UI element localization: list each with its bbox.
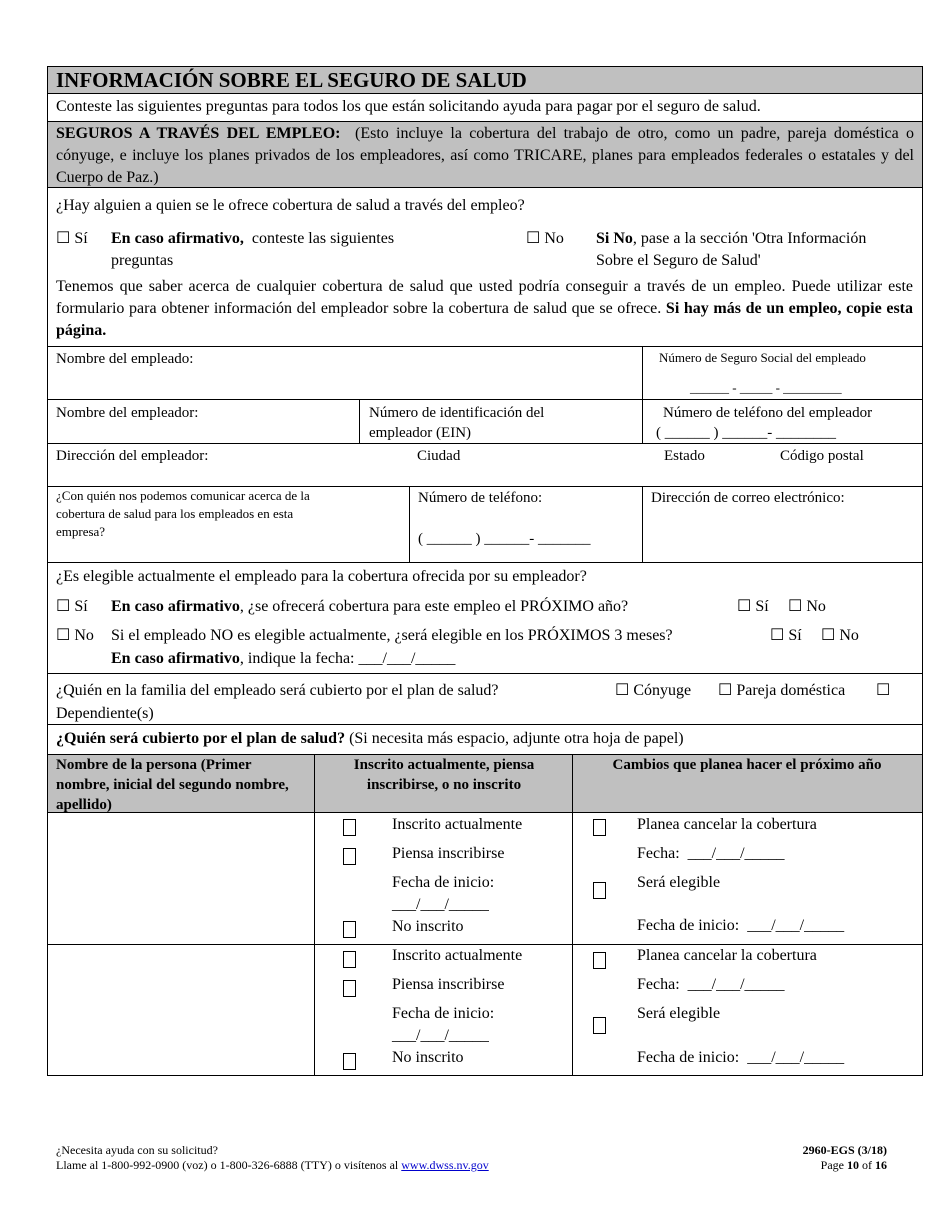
state-label: Estado [664,448,705,464]
row2-enrolled-checkbox[interactable] [343,951,356,968]
contact-label-3: empresa? [56,524,106,539]
row2-cancel-label: Planea cancelar la cobertura [637,947,817,964]
q1-no-bold: Si No [596,230,633,247]
row2-eligible-start-label: Fecha de inicio: [637,1049,740,1066]
row1-eligible-date [637,915,844,937]
q1-yes-checkbox[interactable]: ☐ Sí [56,230,88,247]
q3-dependents-checkbox[interactable]: ☐ [876,682,891,699]
q1-question: ¿Hay alguien a quien se le ofrece cobertura de salud a través del empleo? [56,197,525,214]
footer-call [56,1158,489,1173]
footer-page-total: 16 [875,1158,887,1172]
q2-next-year-no-checkbox[interactable]: ☐ No [788,598,826,615]
q1-yes-text2: preguntas [111,252,174,269]
q4-question [56,728,684,750]
q3-partner-checkbox[interactable]: ☐ Pareja doméstica [718,682,846,699]
q1-note-text: Tenemos que saber acerca de cualquier cobertura de salud que usted podría conseguir a través de un empleo. Puede utilizar este formulario para obtener información del empleador sobre la cobertura de salud que se ofrece. [56,278,913,317]
employer-phone-label: Número de teléfono del empleador [663,405,873,421]
row2-cancel-date [637,974,785,996]
section-title: INFORMACIÓN SOBRE EL SEGURO DE SALUD [56,68,527,92]
row1-date-label: Fecha: [637,845,680,862]
row1-enrolled-label: Inscrito actualmente [392,816,523,833]
row2-cancel-checkbox[interactable] [593,952,606,969]
q2-yes-label: Sí [74,598,88,615]
q2-3mo-yes-label: Sí [788,627,802,644]
city-label: Ciudad [417,448,461,464]
q1-yes-text: conteste las siguientes [251,230,395,247]
q1-no-checkbox[interactable]: ☐ No [526,230,564,247]
footer-call-text: Llame al 1-800-992-0900 (voz) o 1-800-326-6888 (TTY) o visítenos al [56,1158,399,1172]
phone-label: Número de teléfono: [418,490,543,506]
q3-question: ¿Quién en la familia del empleado será cubierto por el plan de salud? [56,682,499,699]
row2-plans-checkbox[interactable] [343,980,356,997]
q1-no-text: , pase a la sección 'Otra Información [632,230,867,247]
q2-date-bold: En caso afirmativo [111,650,240,667]
q2-no-label: No [74,627,94,644]
row2-person-input[interactable] [48,945,313,1074]
q1-no-label: No [544,230,564,247]
q3-spouse-label: Cónyuge [633,682,692,699]
phone-input[interactable]: ( ______ ) ______- _______ [418,531,591,547]
footer-page-number [760,1158,887,1173]
row1-person-input[interactable] [48,813,313,943]
contact-label-2: cobertura de salud para los empleados en esta [56,506,294,521]
q2-date-text: , indique la fecha: [239,650,355,667]
row1-eligible-label: Será elegible [637,874,721,891]
q1-no-text2: Sobre el Seguro de Salud' [596,252,761,269]
footer-of-word: of [862,1158,872,1172]
footer-website-link[interactable]: www.dwss.nv.gov [401,1158,489,1172]
email-label: Dirección de correo electrónico: [651,490,845,506]
q2-date-line [111,648,455,670]
q1-note [56,276,913,342]
section-intro: Conteste las siguientes preguntas para todos los que están solicitando ayuda para pagar por el seguro de salud. [56,98,761,115]
row2-not-enrolled-checkbox[interactable] [343,1053,356,1070]
ein-label-2: empleador (EIN) [369,425,472,441]
row1-cancel-label: Planea cancelar la cobertura [637,816,817,833]
q1-yes-bold: En caso afirmativo, [111,230,244,247]
email-input[interactable] [651,508,913,558]
q3-partner-label: Pareja doméstica [736,682,846,699]
header-changes: Cambios que planea hacer el próximo año [612,757,882,773]
row1-eligible-checkbox[interactable] [593,882,606,899]
row2-eligible-start-input[interactable]: ___/___/_____ [747,1049,845,1066]
q1-yes-instruction [111,228,394,250]
q2-3mo-yes-checkbox[interactable]: ☐ Sí [770,627,802,644]
ein-label-1: Número de identificación del [369,405,545,421]
row2-date-input[interactable]: ___/___/_____ [687,976,785,993]
q2-no-checkbox[interactable]: ☐ No [56,627,94,644]
q2-3mo-no-checkbox[interactable]: ☐ No [821,627,859,644]
contact-label-1: ¿Con quién nos podemos comunicar acerca de la [56,488,310,503]
employer-name-input[interactable] [56,421,351,441]
employer-address-label: Dirección del empleador: [56,448,209,464]
row1-not-enrolled-label: No inscrito [392,918,464,935]
q2-yes-text: , ¿se ofrecerá cobertura para este empleo el PRÓXIMO año? [239,598,629,615]
header-person: Nombre de la persona (Primer nombre, inicial del segundo nombre, apellido) [56,757,289,813]
employment-text: (Esto incluye la cobertura del trabajo de otro, como un padre, pareja doméstica o cónyuge, e incluye los planes privados de los empleadores, así como TRICARE, planes para empleados federales o estatales y del Cuerpo de Paz.) [56,125,915,186]
contact-input[interactable] [56,542,401,560]
q3-spouse-checkbox[interactable]: ☐ Cónyuge [615,682,692,699]
q4-question-bold: ¿Quién será cubierto por el plan de salud? [56,730,346,747]
row2-eligible-label: Será elegible [637,1005,721,1022]
q2-date-input[interactable]: ___/___/_____ [358,650,456,667]
q2-next-year-yes-checkbox[interactable]: ☐ Sí [737,598,769,615]
employer-name-label: Nombre del empleador: [56,405,199,421]
q2-no-text: Si el empleado NO es elegible actualmente, ¿será elegible en los PRÓXIMOS 3 meses? [111,627,673,644]
q1-yes-label: Sí [74,230,88,247]
q2-3mo-no-label: No [839,627,859,644]
q3-dependents-label: Dependiente(s) [56,705,154,722]
row2-enrolled-label: Inscrito actualmente [392,947,523,964]
q2-next-year-yes-label: Sí [755,598,769,615]
row1-start-label: Fecha de inicio: [392,874,495,891]
row1-date-input[interactable]: ___/___/_____ [687,845,785,862]
employee-ssn-label: Número de Seguro Social del empleado [659,350,866,365]
employee-name-input[interactable] [56,363,631,397]
row2-start-input[interactable]: ___/___/_____ [392,1027,489,1044]
row2-date-label: Fecha: [637,976,680,993]
q2-yes-bold: En caso afirmativo [111,598,240,615]
employment-heading: SEGUROS A TRAVÉS DEL EMPLEO: [56,125,341,142]
employment-description [56,123,914,189]
employer-phone-input[interactable]: ( ______ ) ______- ________ [656,425,836,441]
employee-name-label: Nombre del empleado: [56,351,194,367]
q2-yes-checkbox[interactable]: ☐ Sí [56,598,88,615]
q2-next-year-no-label: No [806,598,826,615]
employee-ssn-input[interactable]: ______ - _____ - _________ [690,380,842,395]
footer-form-id: 2960-EGS (3/18) [802,1143,887,1157]
footer-help: ¿Necesita ayuda con su solicitud? [56,1143,218,1157]
q1-no-instruction [596,228,866,250]
employer-address-input[interactable] [56,464,916,484]
row2-not-enrolled-label: No inscrito [392,1049,464,1066]
zip-label: Código postal [780,448,864,464]
footer-page-num: 10 [847,1158,859,1172]
footer-page-word: Page [820,1158,844,1172]
row2-eligible-checkbox[interactable] [593,1017,606,1034]
q2-question: ¿Es elegible actualmente el empleado para la cobertura ofrecida por su empleador? [56,568,587,585]
q4-question-text: (Si necesita más espacio, adjunte otra hoja de papel) [349,730,684,747]
row1-cancel-date [637,843,785,865]
row1-plans-label: Piensa inscribirse [392,845,505,862]
health-insurance-form [47,66,923,1076]
row2-eligible-date [637,1047,844,1069]
row1-eligible-start-label: Fecha de inicio: [637,917,740,934]
q1-note-bold: Si hay más de un empleo, copie esta página. [56,300,914,339]
row1-cancel-checkbox[interactable] [593,819,606,836]
row1-eligible-start-input[interactable]: ___/___/_____ [747,917,845,934]
header-enrollment: Inscrito actualmente, piensa inscribirse, o no inscrito [353,757,535,793]
row1-not-enrolled-checkbox[interactable] [343,921,356,938]
row1-plans-checkbox[interactable] [343,848,356,865]
row2-start-label: Fecha de inicio: [392,1005,495,1022]
q2-yes-question [111,596,628,618]
row1-start-input[interactable]: ___/___/_____ [392,896,489,913]
row1-enrolled-checkbox[interactable] [343,819,356,836]
row2-plans-label: Piensa inscribirse [392,976,505,993]
